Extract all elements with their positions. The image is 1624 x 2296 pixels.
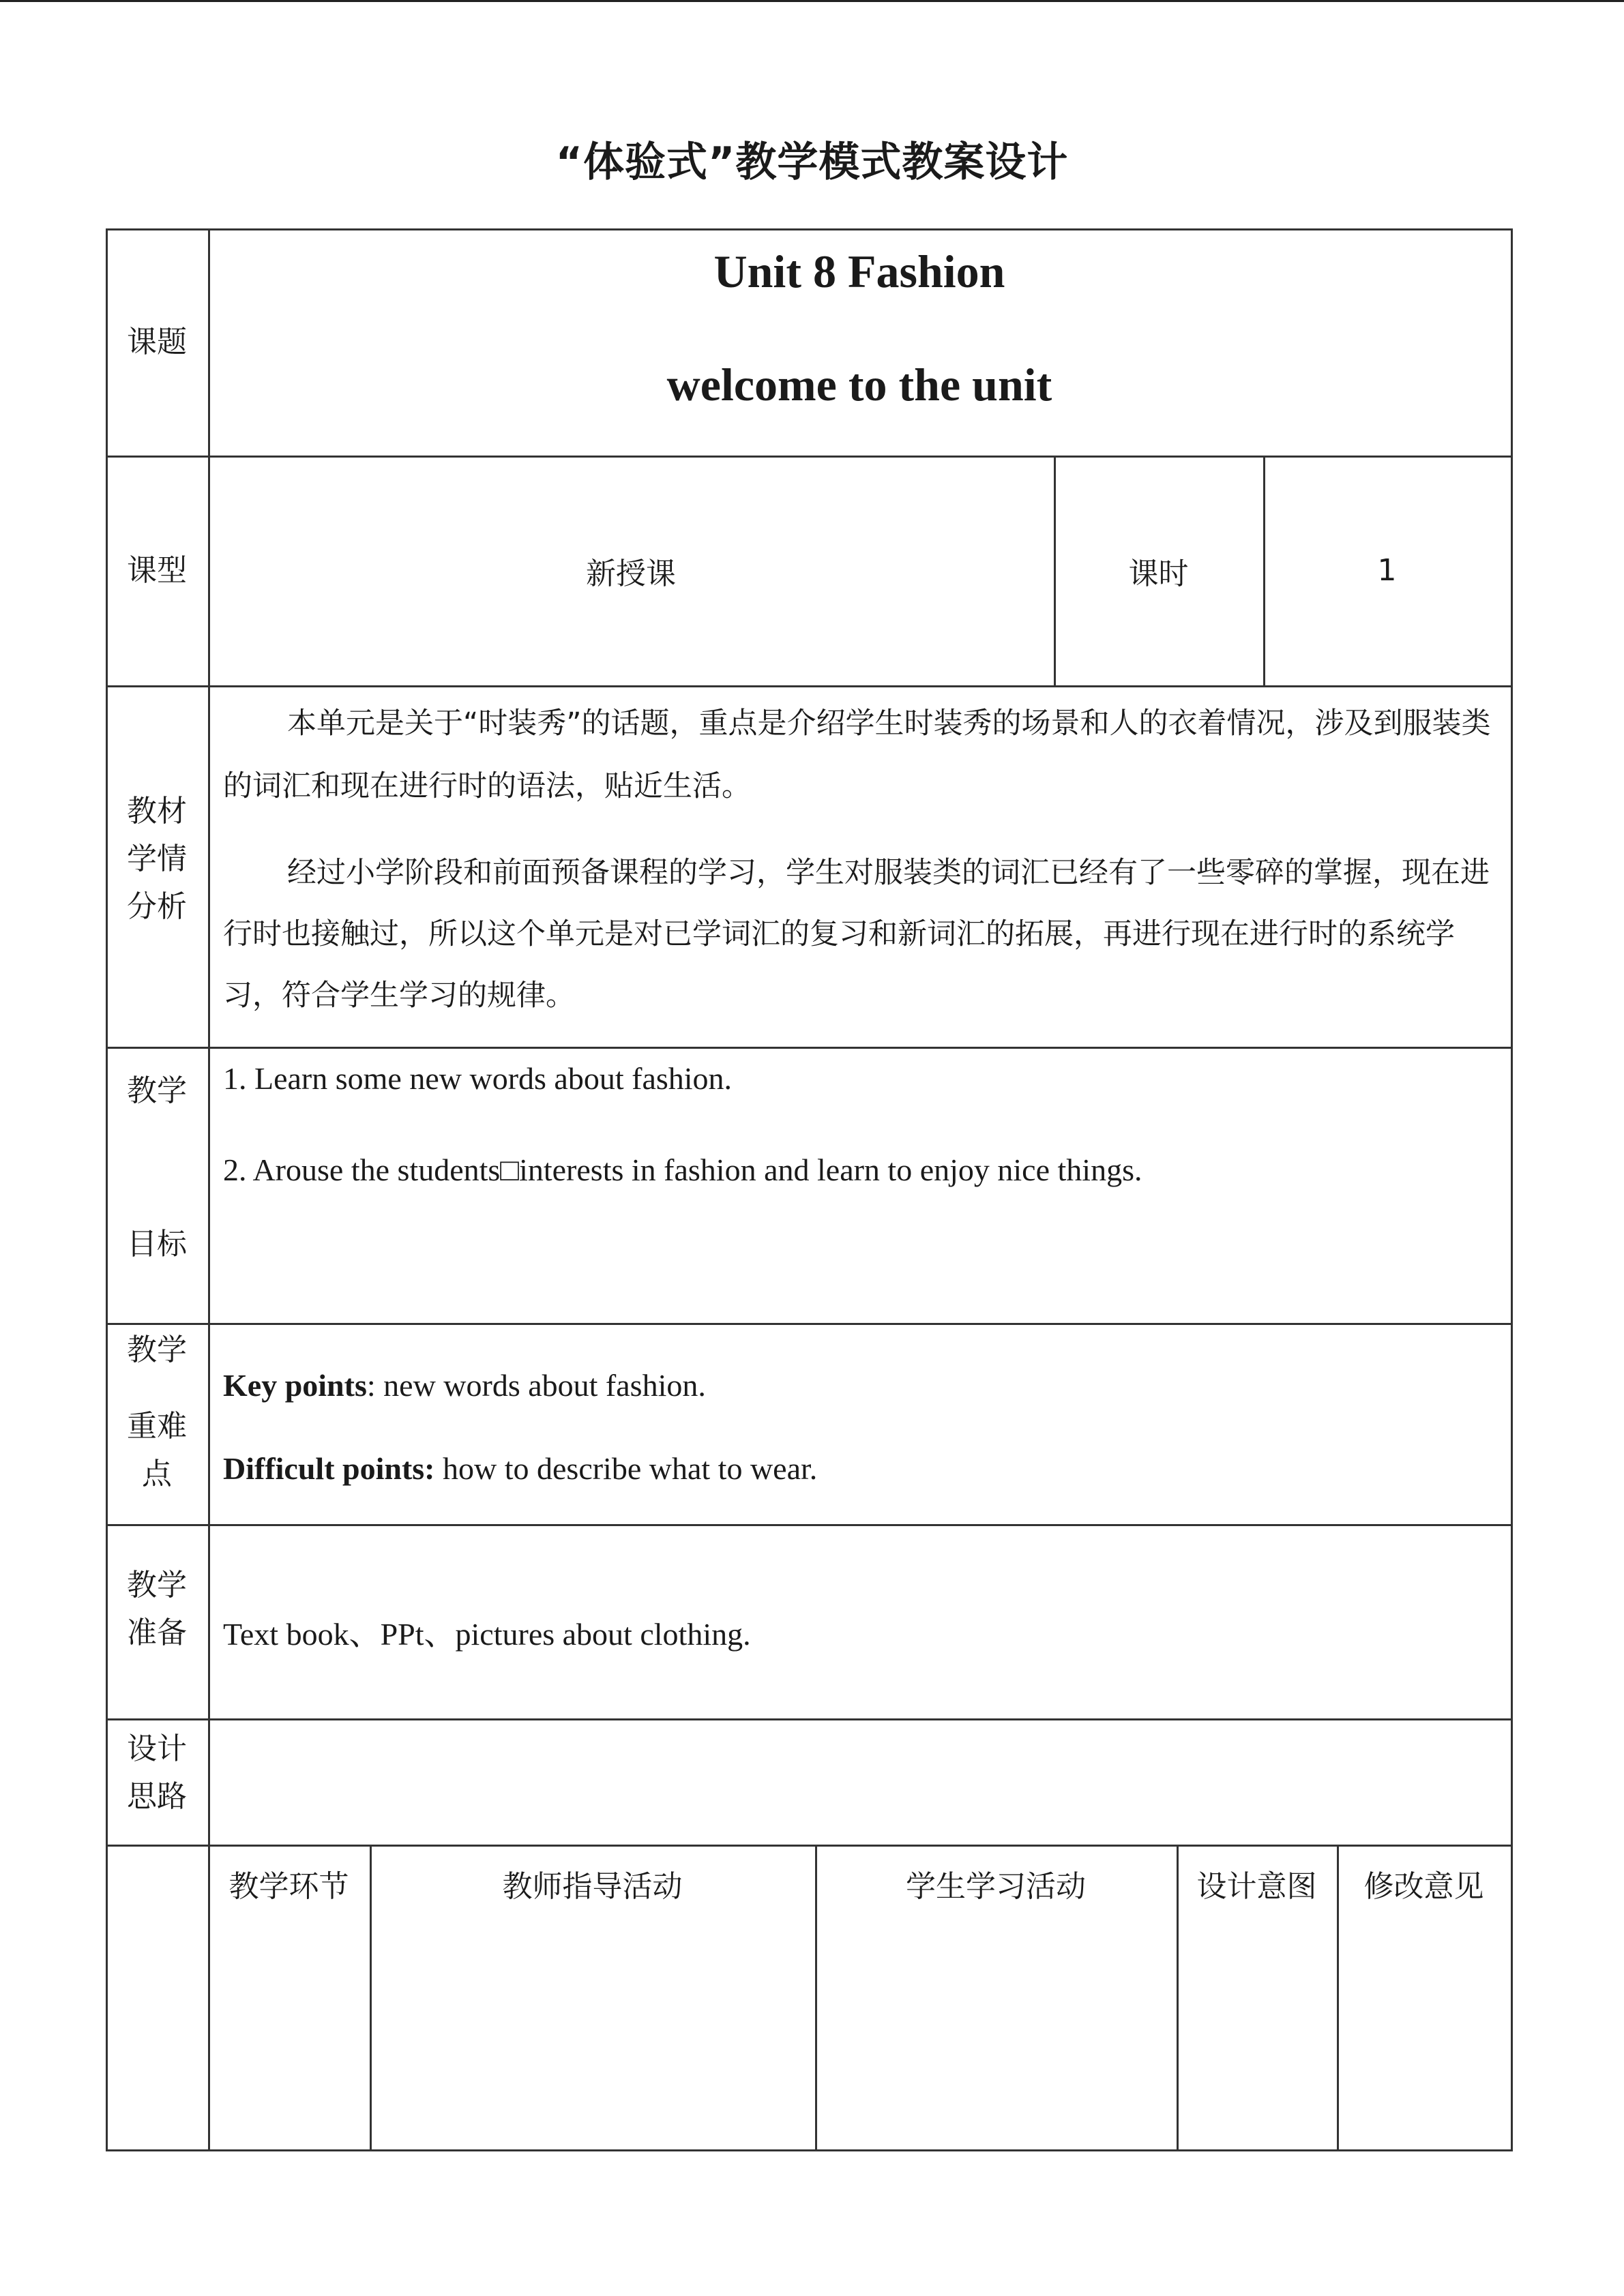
top-border [0,0,1624,2]
key-points-heading: Key points [223,1368,367,1403]
lesson-subtitle: welcome to the unit [666,359,1052,411]
analysis-paragraph-1: 本单元是关于“时装秀”的话题，重点是介绍学生时装秀的场景和人的衣着情况，涉及到服装类的词汇和现在进行时的语法，贴近生活。 [223,706,1491,803]
design-label: 设计 思路 [127,1731,187,1814]
topic-label: 课题 [127,324,187,359]
header-design-intent: 设计意图 [1196,1869,1317,1904]
periods-label: 课时 [1128,556,1189,591]
objectives-label-bottom: 目标 [127,1227,187,1262]
topic-cell [208,228,1511,456]
analysis-paragraph-2: 经过小学阶段和前面预备课程的学习，学生对服装类的词汇已经有了一些零碎的掌握，现在进行时也接触过，所以这个单元是对已学词汇的复习和新词汇的拓展，再进行现在进行时的系统学习，符合学生学习的规律。 [223,856,1490,1013]
header-teacher-activity: 教师指导活动 [502,1869,683,1904]
preparation-label: 教学 准备 [127,1568,187,1650]
header-teaching-stage: 教学环节 [228,1869,349,1904]
periods-value: 1 [1377,553,1397,588]
header-student-activity: 学生学习活动 [906,1869,1086,1904]
key-points-line [223,1367,1497,1415]
unit-title: Unit 8 Fashion [713,245,1005,297]
key-points-label: 教学 重难 点 [127,1332,187,1491]
preparation-text: Text book、PPt、pictures about clothing. [223,1617,751,1652]
design-content [210,1720,1509,1843]
analysis-label: 教材 学情 分析 [127,794,187,924]
difficult-points-heading: Difficult points: [223,1451,435,1486]
objective-item-1: 1. Learn some new words about fashion. [223,1061,733,1096]
lesson-type-value: 新授课 [586,556,676,591]
document-title: “体验式”教学模式教案设计 [555,138,1069,186]
key-points-text: : new words about fashion. [366,1368,706,1403]
lesson-type-label: 课型 [127,552,187,588]
difficult-points-line [223,1450,1497,1498]
objectives-label-top: 教学 [127,1073,187,1108]
difficult-points-text: how to describe what to wear. [434,1451,818,1486]
lesson-plan-table [106,228,1511,2151]
objective-item-2: 2. Arouse the students□interests in fashion and learn to enjoy nice things. [223,1152,1142,1187]
header-revision-notes: 修改意见 [1363,1869,1484,1904]
